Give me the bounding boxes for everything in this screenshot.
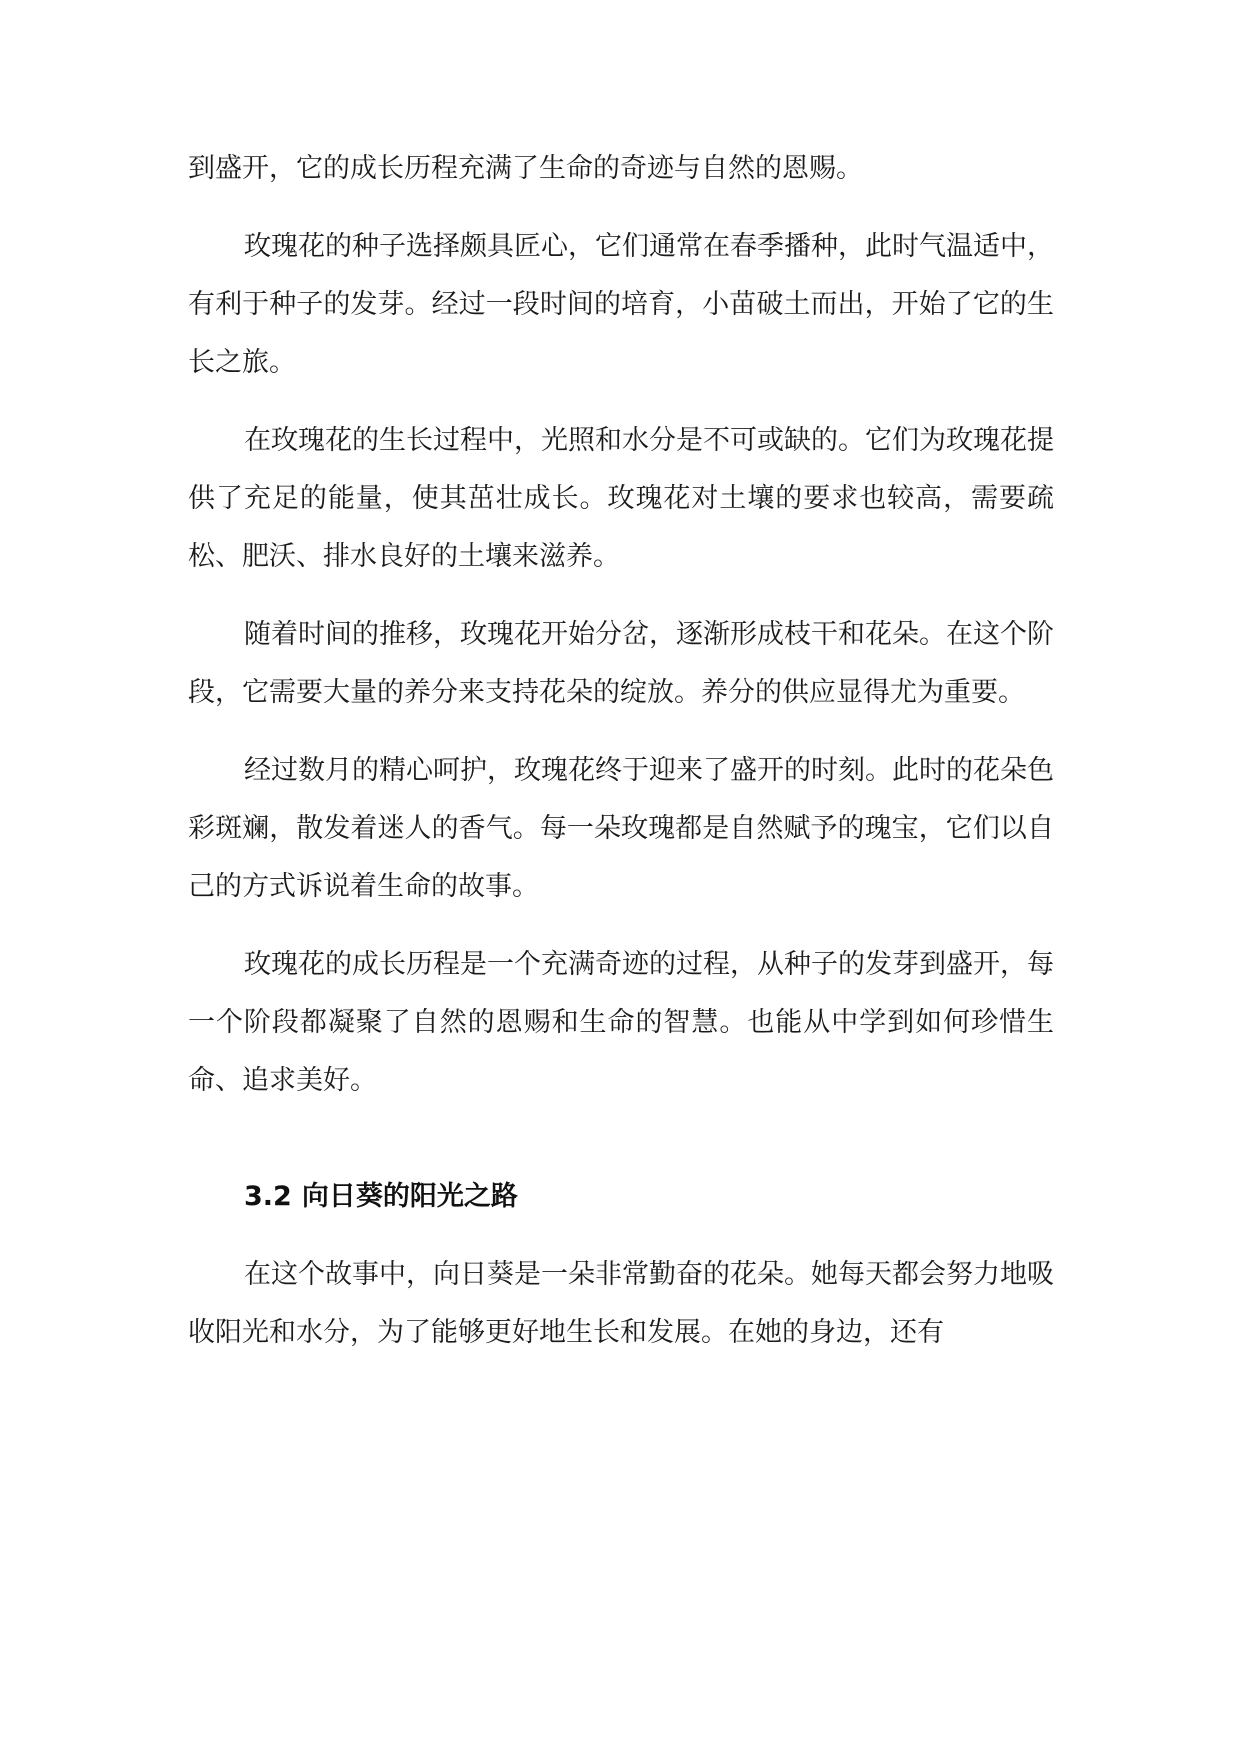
section-title: 向日葵的阳光之路 (301, 1181, 518, 1212)
paragraph-rose-branching: 随着时间的推移，玫瑰花开始分岔，逐渐形成枝干和花朵。在这个阶段，它需要大量的养分来支持花朵的绽放。养分的供应显得尤为重要。 (188, 619, 1054, 708)
paragraph-rose-light-water: 在玫瑰花的生长过程中，光照和水分是不可或缺的。它们为玫瑰花提供了充足的能量，使其茁壮成长。玫瑰花对土壤的要求也较高，需要疏松、肥沃、排水良好的土壤来滋养。 (188, 425, 1054, 572)
document-body (188, 140, 1054, 1382)
paragraph-rose-summary: 玫瑰花的成长历程是一个充满奇迹的过程，从种子的发芽到盛开，每一个阶段都凝聚了自然的恩赐和生命的智慧。也能从中学到如何珍惜生命、追求美好。 (188, 949, 1054, 1096)
section-heading (188, 1168, 1054, 1226)
paragraph-sunflower-intro: 在这个故事中，向日葵是一朵非常勤奋的花朵。她每天都会努力地吸收阳光和水分，为了能够更好地生长和发展。在她的身边，还有 (188, 1259, 1054, 1348)
paragraph-rose-blooming: 经过数月的精心呵护，玫瑰花终于迎来了盛开的时刻。此时的花朵色彩斑斓，散发着迷人的香气。每一朵玫瑰都是自然赋予的瑰宝，它们以自己的方式诉说着生命的故事。 (188, 755, 1054, 902)
paragraph-rose-seeds: 玫瑰花的种子选择颇具匠心，它们通常在春季播种，此时气温适中，有利于种子的发芽。经过一段时间的培育，小苗破土而出，开始了它的生长之旅。 (188, 231, 1054, 378)
section-number: 3.2 (244, 1181, 292, 1212)
paragraph-continued: 到盛开，它的成长历程充满了生命的奇迹与自然的恩赐。 (188, 153, 863, 184)
